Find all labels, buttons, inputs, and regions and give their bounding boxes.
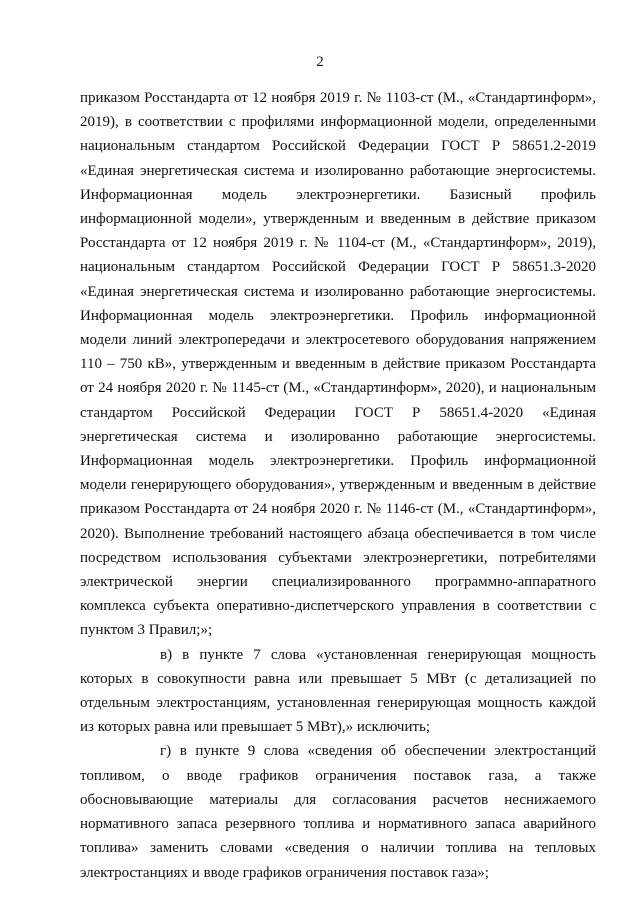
paragraph-item-g — [80, 739, 596, 884]
paragraph-item-v — [80, 643, 596, 740]
item-marker: в) — [160, 646, 173, 663]
paragraph-text: приказом Росстандарта от 12 ноября 2019 г. № 1103-ст (М., «Стандартинформ», 2019), в соответствии с профилями информационной модели, определенными национальным стандартом Российской Федерации ГОСТ Р 58651.2-2019 «Единая энергетическая система и изолированно работающие энергосистемы. Информационная модель электроэнергетики. Базисный профиль информационной модели», утвержденным и введенным в действие приказом Росстандарта от 12 ноября 2019 г. № 1104-ст (М., «Стандартинформ», 2019), национальным стандартом Российской Федерации ГОСТ Р 58651.3-2020 «Единая энергетическая система и изолированно работающие энергосистемы. Информационная модель электроэнергетики. Профиль информационной модели линий электропередачи и электросетевого оборудования напряжением 110 – 750 кВ», утвержденным и введенным в действие приказом Росстандарта от 24 ноября 2020 г. № 1145-ст (М., «Стандартинформ», 2020), и национальным стандартом Российской Федерации ГОСТ Р 58651.4-2020 «Единая энергетическая система и изолированно работающие энергосистемы. Информационная модель электроэнергетики. Профиль информационной модели генерирующего оборудования», утвержденным и введенным в действие приказом Росстандарта от 24 ноября 2020 г. № 1146-ст (М., «Стандартинформ», 2020). Выполнение требований настоящего абзаца обеспечивается в том числе посредством использования субъектами электроэнергетики, потребителями электрической энергии специализированного программно-аппаратного комплекса субъекта оперативно-диспетчерского управления в соответствии с пунктом 3 Правил;»; — [80, 90, 596, 639]
paragraph-text: в пункте 7 слова «установленная генерирующая мощность которых в совокупности равна или превышает 5 МВт (с детализацией по отдельным электростанциям, установленная генерирующая мощность каждой из которых равна или превышает 5 МВт),» исключить; — [80, 646, 596, 736]
page-number: 2 — [316, 54, 324, 70]
paragraph-text: в пункте 9 слова «сведения об обеспечении электростанций топливом, о вводе графиков ограничения поставок газа, а также обосновывающие материалы для согласования расчетов неснижаемого нормативного запаса резервного топлива и нормативного запаса аварийного топлива» заменить словами «сведения о наличии топлива на тепловых электростанциях и вводе графиков ограничения поставок газа»; — [80, 743, 596, 881]
item-marker: г) — [160, 743, 172, 760]
document-body — [80, 86, 596, 885]
paragraph-continuation — [80, 86, 596, 643]
